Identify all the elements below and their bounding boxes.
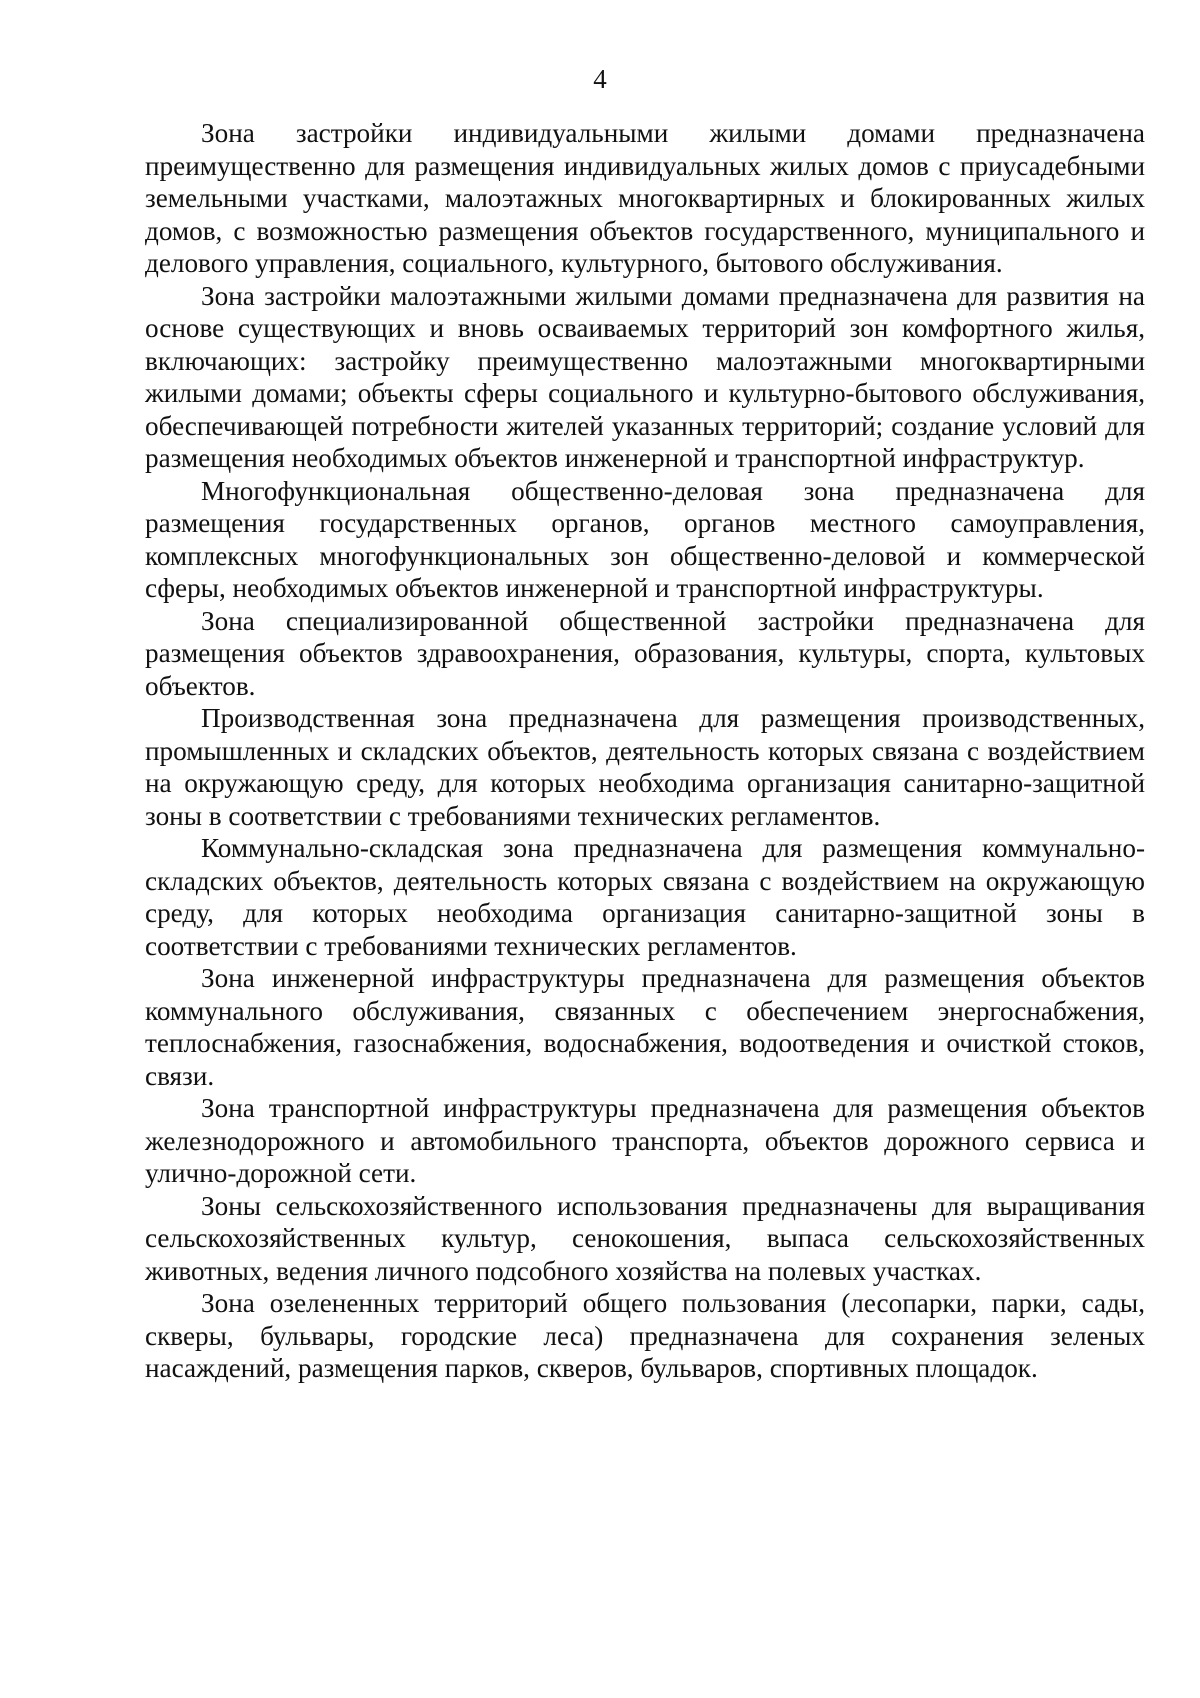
paragraph-specialized-public-zone: Зона специализированной общественной застройки предназначена для размещения объектов здравоохранения, образования, культуры, спорта, культовых объектов. — [145, 605, 1145, 701]
paragraph-industrial-zone: Производственная зона предназначена для размещения производственных, промышленных и складских объектов, деятельность которых связана с воздействием на окружающую среду, для которых необходима организация санитарно-защитной зоны в соответствии с требованиями технических регламентов. — [145, 703, 1145, 831]
page-number: 4 — [593, 64, 607, 94]
paragraph-communal-warehouse-zone: Коммунально-складская зона предназначена для размещения коммунально-складских объектов, деятельность которых связана с воздействием на окружающую среду, для которых необходима организация санитарно-защитной зоны в соответствии с требованиями технических регламентов. — [145, 833, 1145, 961]
paragraph-engineering-infrastructure-zone: Зона инженерной инфраструктуры предназначена для размещения объектов коммунального обслуживания, связанных с обеспечением энергоснабжения, теплоснабжения, газоснабжения, водоснабжения, водоотведения и очисткой стоков, связи. — [145, 963, 1145, 1091]
paragraph-green-areas-zone: Зона озелененных территорий общего пользования (лесопарки, парки, сады, скверы, бульвары, городские леса) предназначена для сохранения зеленых насаждений, размещения парков, скверов, бульваров, спортивных площадок. — [145, 1288, 1145, 1383]
document-body — [145, 117, 1145, 1385]
paragraph-agricultural-zones: Зоны сельскохозяйственного использования предназначены для выращивания сельскохозяйственных культур, сенокошения, выпаса сельскохозяйственных животных, ведения личного подсобного хозяйства на полевых участках. — [145, 1190, 1145, 1286]
paragraph-individual-housing-zone: Зона застройки индивидуальными жилыми домами предназначена преимущественно для размещения индивидуальных жилых домов с приусадебными земельными участками, малоэтажных многоквартирных и блокированных жилых домов, с возможностью размещения объектов государственного, муниципального и делового управления, социального, культурного, бытового обслуживания. — [145, 118, 1145, 278]
paragraph-multifunctional-business-zone: Многофункциональная общественно-деловая зона предназначена для размещения государственных органов, органов местного самоуправления, комплексных многофункциональных зон общественно-деловой и коммерческой сферы, необходимых объектов инженерной и транспортной инфраструктуры. — [145, 475, 1145, 603]
paragraph-low-rise-housing-zone: Зона застройки малоэтажными жилыми домами предназначена для развития на основе существующих и вновь осваиваемых территорий зон комфортного жилья, включающих: застройку преимущественно малоэтажными многоквартирными жилыми домами; объекты сферы социального и культурно-бытового обслуживания, обеспечивающей потребности жителей указанных территорий; создание условий для размещения необходимых объектов инженерной и транспортной инфраструктур. — [145, 280, 1145, 473]
paragraph-transport-infrastructure-zone: Зона транспортной инфраструктуры предназначена для размещения объектов железнодорожного и автомобильного транспорта, объектов дорожного сервиса и улично-дорожной сети. — [145, 1093, 1145, 1188]
